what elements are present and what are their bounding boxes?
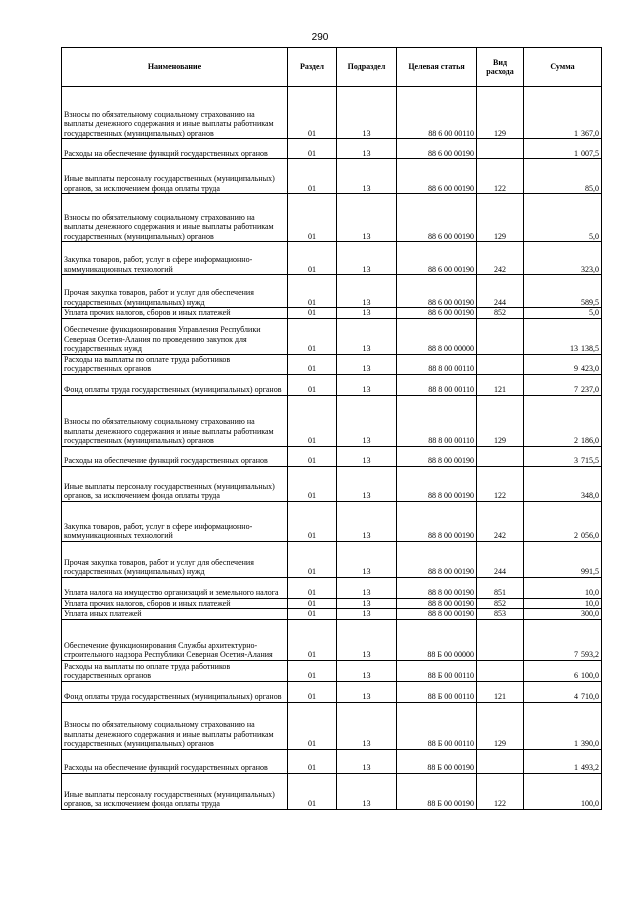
table-row [62,308,602,319]
table-row [62,87,602,139]
cell-sum: 3 715,5 [524,446,602,466]
cell-name: Фонд оплаты труда государственных (муниципальных) органов [62,374,288,395]
cell-sum: 85,0 [524,159,602,194]
cell-sum: 7 593,2 [524,619,602,660]
cell-kind: 242 [477,501,524,541]
cell-section: 01 [288,318,337,354]
cell-kind: 242 [477,242,524,275]
cell-subsection: 13 [337,501,397,541]
cell-target: 88 Б 00 00110 [397,702,477,749]
cell-target: 88 6 00 00190 [397,308,477,319]
cell-sum: 348,0 [524,466,602,501]
cell-target: 88 8 00 00000 [397,318,477,354]
cell-sum: 9 423,0 [524,354,602,374]
column-header-name: Наименование [62,48,288,87]
table-row [62,541,602,577]
cell-subsection: 13 [337,466,397,501]
cell-kind: 122 [477,466,524,501]
cell-section: 01 [288,681,337,702]
cell-sum: 589,5 [524,275,602,308]
cell-kind [477,318,524,354]
cell-name: Расходы на выплаты по оплате труда работников государственных органов [62,660,288,681]
cell-kind [477,749,524,773]
cell-subsection: 13 [337,242,397,275]
cell-subsection: 13 [337,702,397,749]
cell-kind: 852 [477,598,524,609]
cell-name: Иные выплаты персоналу государственных (муниципальных) органов, за исключением фонда оплаты труда [62,773,288,809]
cell-kind: 129 [477,702,524,749]
cell-section: 01 [288,773,337,809]
cell-target: 88 Б 00 00190 [397,773,477,809]
cell-target: 88 6 00 00190 [397,139,477,159]
cell-target: 88 8 00 00190 [397,598,477,609]
cell-name: Иные выплаты персоналу государственных (муниципальных) органов, за исключением фонда оплаты труда [62,466,288,501]
cell-kind: 853 [477,609,524,620]
cell-target: 88 Б 00 00110 [397,681,477,702]
cell-section: 01 [288,87,337,139]
cell-sum: 6 100,0 [524,660,602,681]
cell-subsection: 13 [337,660,397,681]
cell-name: Уплата прочих налогов, сборов и иных платежей [62,598,288,609]
column-header-target: Целевая статья [397,48,477,87]
page-number: 290 [311,32,329,43]
table-row [62,681,602,702]
cell-section: 01 [288,395,337,446]
cell-kind: 129 [477,395,524,446]
cell-section: 01 [288,242,337,275]
cell-name: Расходы на обеспечение функций государственных органов [62,446,288,466]
cell-section: 01 [288,374,337,395]
cell-kind: 122 [477,159,524,194]
cell-name: Иные выплаты персоналу государственных (муниципальных) органов, за исключением фонда оплаты труда [62,159,288,194]
cell-kind: 121 [477,681,524,702]
table-row [62,159,602,194]
cell-target: 88 8 00 00110 [397,395,477,446]
cell-subsection: 13 [337,194,397,242]
cell-section: 01 [288,660,337,681]
cell-target: 88 8 00 00190 [397,446,477,466]
cell-sum: 13 138,5 [524,318,602,354]
cell-subsection: 13 [337,275,397,308]
cell-sum: 4 710,0 [524,681,602,702]
cell-subsection: 13 [337,87,397,139]
cell-target: 88 8 00 00190 [397,501,477,541]
cell-kind [477,139,524,159]
cell-sum: 100,0 [524,773,602,809]
cell-name: Взносы по обязательному социальному страхованию на выплаты денежного содержания и иные выплаты работникам государственных (муниципальных) органов [62,194,288,242]
cell-section: 01 [288,702,337,749]
cell-sum: 5,0 [524,308,602,319]
cell-kind: 244 [477,541,524,577]
cell-subsection: 13 [337,318,397,354]
cell-name: Закупка товаров, работ, услуг в сфере информационно-коммуникационных технологий [62,501,288,541]
cell-sum: 2 186,0 [524,395,602,446]
cell-name: Фонд оплаты труда государственных (муниципальных) органов [62,681,288,702]
cell-name: Расходы на выплаты по оплате труда работников государственных органов [62,354,288,374]
cell-target: 88 8 00 00190 [397,577,477,598]
cell-target: 88 8 00 00190 [397,541,477,577]
cell-section: 01 [288,619,337,660]
table-row [62,598,602,609]
cell-name: Прочая закупка товаров, работ и услуг для обеспечения государственных (муниципальных) нужд [62,275,288,308]
table-row [62,660,602,681]
cell-subsection: 13 [337,681,397,702]
cell-subsection: 13 [337,308,397,319]
cell-target: 88 Б 00 00190 [397,749,477,773]
cell-sum: 5,0 [524,194,602,242]
cell-section: 01 [288,501,337,541]
cell-target: 88 8 00 00110 [397,374,477,395]
table-row [62,374,602,395]
cell-subsection: 13 [337,609,397,620]
cell-subsection: 13 [337,598,397,609]
cell-section: 01 [288,577,337,598]
table-row [62,609,602,620]
cell-sum: 2 056,0 [524,501,602,541]
cell-subsection: 13 [337,577,397,598]
cell-subsection: 13 [337,619,397,660]
table-row [62,749,602,773]
cell-subsection: 13 [337,354,397,374]
cell-sum: 1 367,0 [524,87,602,139]
table-row [62,619,602,660]
cell-section: 01 [288,609,337,620]
column-header-kind: Вид расхода [477,48,524,87]
cell-sum: 1 007,5 [524,139,602,159]
cell-name: Обеспечение функционирования Управления Республики Северная Осетия-Алания по проведению закупок для государственных нужд [62,318,288,354]
cell-kind: 852 [477,308,524,319]
table-row [62,501,602,541]
table-row [62,577,602,598]
cell-kind [477,354,524,374]
cell-target: 88 8 00 00110 [397,354,477,374]
table-body [62,87,602,810]
cell-subsection: 13 [337,541,397,577]
cell-sum: 323,0 [524,242,602,275]
cell-kind: 129 [477,87,524,139]
cell-sum: 300,0 [524,609,602,620]
cell-kind [477,446,524,466]
table-row [62,275,602,308]
cell-name: Взносы по обязательному социальному страхованию на выплаты денежного содержания и иные выплаты работникам государственных (муниципальных) органов [62,395,288,446]
table-header-row [62,48,602,87]
cell-section: 01 [288,446,337,466]
table-row [62,354,602,374]
cell-name: Прочая закупка товаров, работ и услуг для обеспечения государственных (муниципальных) нужд [62,541,288,577]
cell-kind [477,660,524,681]
cell-name: Обеспечение функционирования Службы архитектурно-строительного надзора Республики Северная Осетия-Алания [62,619,288,660]
cell-name: Взносы по обязательному социальному страхованию на выплаты денежного содержания и иные выплаты работникам государственных (муниципальных) органов [62,87,288,139]
cell-subsection: 13 [337,139,397,159]
cell-target: 88 Б 00 00110 [397,660,477,681]
cell-section: 01 [288,354,337,374]
budget-table [61,47,602,810]
cell-section: 01 [288,194,337,242]
cell-section: 01 [288,466,337,501]
cell-kind: 121 [477,374,524,395]
cell-name: Закупка товаров, работ, услуг в сфере информационно-коммуникационных технологий [62,242,288,275]
table-row [62,773,602,809]
cell-subsection: 13 [337,159,397,194]
cell-kind: 851 [477,577,524,598]
column-header-subsection: Подраздел [337,48,397,87]
cell-target: 88 6 00 00110 [397,87,477,139]
table-row [62,194,602,242]
table-row [62,139,602,159]
cell-section: 01 [288,749,337,773]
cell-subsection: 13 [337,395,397,446]
cell-sum: 991,5 [524,541,602,577]
cell-subsection: 13 [337,773,397,809]
table-row [62,446,602,466]
cell-target: 88 Б 00 00000 [397,619,477,660]
cell-name: Взносы по обязательному социальному страхованию на выплаты денежного содержания и иные выплаты работникам государственных (муниципальных) органов [62,702,288,749]
cell-name: Уплата прочих налогов, сборов и иных платежей [62,308,288,319]
table-row [62,702,602,749]
cell-target: 88 6 00 00190 [397,159,477,194]
cell-kind: 122 [477,773,524,809]
cell-name: Расходы на обеспечение функций государственных органов [62,749,288,773]
cell-sum: 10,0 [524,577,602,598]
cell-kind: 244 [477,275,524,308]
cell-sum: 10,0 [524,598,602,609]
column-header-section: Раздел [288,48,337,87]
cell-section: 01 [288,159,337,194]
cell-subsection: 13 [337,749,397,773]
cell-sum: 1 493,2 [524,749,602,773]
cell-target: 88 6 00 00190 [397,194,477,242]
cell-section: 01 [288,275,337,308]
cell-target: 88 6 00 00190 [397,275,477,308]
cell-section: 01 [288,139,337,159]
cell-subsection: 13 [337,446,397,466]
cell-target: 88 8 00 00190 [397,466,477,501]
column-header-sum: Сумма [524,48,602,87]
cell-section: 01 [288,598,337,609]
cell-subsection: 13 [337,374,397,395]
cell-kind: 129 [477,194,524,242]
cell-target: 88 6 00 00190 [397,242,477,275]
table-row [62,318,602,354]
cell-sum: 1 390,0 [524,702,602,749]
cell-section: 01 [288,541,337,577]
cell-target: 88 8 00 00190 [397,609,477,620]
cell-kind [477,619,524,660]
cell-section: 01 [288,308,337,319]
table-row [62,242,602,275]
cell-name: Уплата иных платежей [62,609,288,620]
cell-name: Расходы на обеспечение функций государственных органов [62,139,288,159]
table-row [62,466,602,501]
cell-sum: 7 237,0 [524,374,602,395]
table-row [62,395,602,446]
cell-name: Уплата налога на имущество организаций и земельного налога [62,577,288,598]
